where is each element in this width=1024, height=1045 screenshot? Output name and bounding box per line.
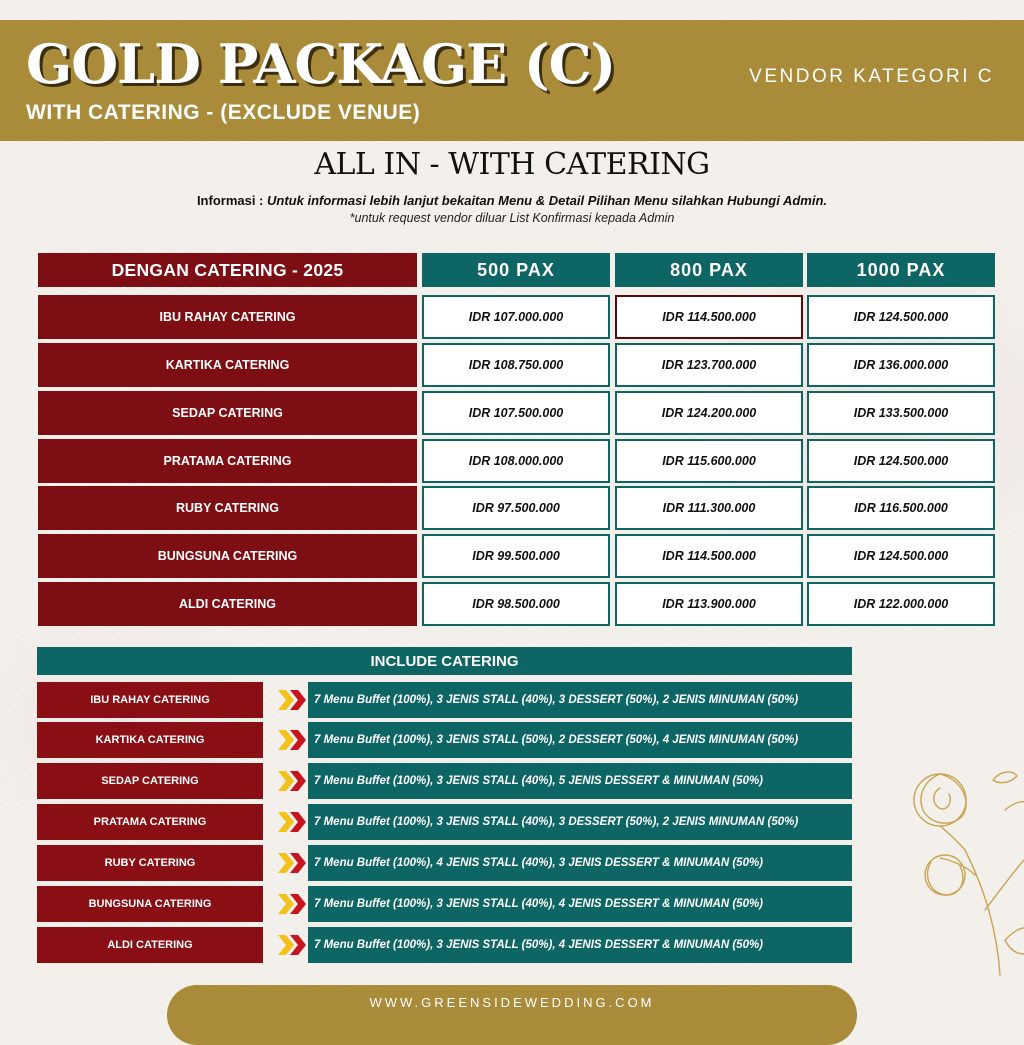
table-row-name: ALDI CATERING	[38, 582, 417, 626]
price-cell: IDR 133.500.000	[807, 391, 995, 435]
include-row-name: SEDAP CATERING	[37, 763, 263, 799]
table-row-name: IBU RAHAY CATERING	[38, 295, 417, 339]
include-row-description: 7 Menu Buffet (100%), 3 JENIS STALL (40%), 5 JENIS DESSERT & MINUMAN (50%)	[308, 763, 852, 799]
price-cell: IDR 115.600.000	[615, 439, 803, 483]
double-chevron-right-icon	[276, 812, 308, 832]
price-cell: IDR 108.000.000	[422, 439, 610, 483]
double-chevron-right-icon	[276, 894, 308, 914]
request-note: *untuk request vendor diluar List Konfirmasi kepada Admin	[349, 211, 675, 225]
include-row-description: 7 Menu Buffet (100%), 3 JENIS STALL (50%), 2 DESSERT (50%), 4 JENIS MINUMAN (50%)	[308, 722, 852, 758]
price-cell: IDR 136.000.000	[807, 343, 995, 387]
include-row-description: 7 Menu Buffet (100%), 3 JENIS STALL (40%), 4 JENIS DESSERT & MINUMAN (50%)	[308, 886, 852, 922]
table-header-1000-pax: 1000 PAX	[807, 253, 995, 287]
table-header-catering: DENGAN CATERING - 2025	[38, 253, 417, 287]
price-cell: IDR 108.750.000	[422, 343, 610, 387]
include-row-name: IBU RAHAY CATERING	[37, 682, 263, 718]
table-row-name: SEDAP CATERING	[38, 391, 417, 435]
footer-bar	[167, 985, 857, 1045]
price-cell: IDR 124.500.000	[807, 295, 995, 339]
info-text	[0, 193, 1024, 208]
table-header-800-pax: 800 PAX	[615, 253, 803, 287]
price-cell: IDR 111.300.000	[615, 486, 803, 530]
double-chevron-right-icon	[276, 853, 308, 873]
price-cell: IDR 107.500.000	[422, 391, 610, 435]
include-row-description: 7 Menu Buffet (100%), 4 JENIS STALL (40%), 3 JENIS DESSERT & MINUMAN (50%)	[308, 845, 852, 881]
flower-decoration	[905, 740, 1024, 980]
include-row-description: 7 Menu Buffet (100%), 3 JENIS STALL (50%), 4 JENIS DESSERT & MINUMAN (50%)	[308, 927, 852, 963]
price-cell: IDR 99.500.000	[422, 534, 610, 578]
table-row-name: BUNGSUNA CATERING	[38, 534, 417, 578]
price-cell: IDR 124.200.000	[615, 391, 803, 435]
info-label: Informasi :	[196, 193, 264, 208]
price-cell: IDR 114.500.000	[615, 534, 803, 578]
price-cell: IDR 123.700.000	[615, 343, 803, 387]
include-row-name: KARTIKA CATERING	[37, 722, 263, 758]
include-row-description: 7 Menu Buffet (100%), 3 JENIS STALL (40%), 3 DESSERT (50%), 2 JENIS MINUMAN (50%)	[308, 682, 852, 718]
include-row-name: RUBY CATERING	[37, 845, 263, 881]
price-cell: IDR 97.500.000	[422, 486, 610, 530]
website-link[interactable]: WWW.GREENSIDEWEDDING.COM	[369, 995, 655, 1010]
vendor-category-label: VENDOR KATEGORI C	[749, 66, 994, 87]
page-title: GOLD PACKAGE (C)	[26, 32, 616, 96]
page-subtitle: WITH CATERING - (EXCLUDE VENUE)	[26, 101, 421, 124]
include-row-name: BUNGSUNA CATERING	[37, 886, 263, 922]
section-heading: ALL IN - WITH CATERING	[314, 147, 710, 182]
price-cell: IDR 107.000.000	[422, 295, 610, 339]
include-row-name: PRATAMA CATERING	[37, 804, 263, 840]
include-row-name: ALDI CATERING	[37, 927, 263, 963]
table-header-500-pax: 500 PAX	[422, 253, 610, 287]
double-chevron-right-icon	[276, 730, 308, 750]
double-chevron-right-icon	[276, 690, 308, 710]
price-cell: IDR 113.900.000	[615, 582, 803, 626]
price-cell: IDR 124.500.000	[807, 534, 995, 578]
price-cell: IDR 122.000.000	[807, 582, 995, 626]
double-chevron-right-icon	[276, 771, 308, 791]
double-chevron-right-icon	[276, 935, 308, 955]
include-heading: INCLUDE CATERING	[37, 647, 852, 675]
price-cell: IDR 98.500.000	[422, 582, 610, 626]
price-cell: IDR 116.500.000	[807, 486, 995, 530]
table-row-name: PRATAMA CATERING	[38, 439, 417, 483]
table-row-name: KARTIKA CATERING	[38, 343, 417, 387]
price-cell: IDR 114.500.000	[615, 295, 803, 339]
header-banner	[0, 20, 1024, 141]
include-row-description: 7 Menu Buffet (100%), 3 JENIS STALL (40%), 3 DESSERT (50%), 2 JENIS MINUMAN (50%)	[308, 804, 852, 840]
price-cell: IDR 124.500.000	[807, 439, 995, 483]
info-body: Untuk informasi lebih lanjut bekaitan Menu & Detail Pilihan Menu silahkan Hubungi Admin.	[263, 193, 828, 208]
table-row-name: RUBY CATERING	[38, 486, 417, 530]
